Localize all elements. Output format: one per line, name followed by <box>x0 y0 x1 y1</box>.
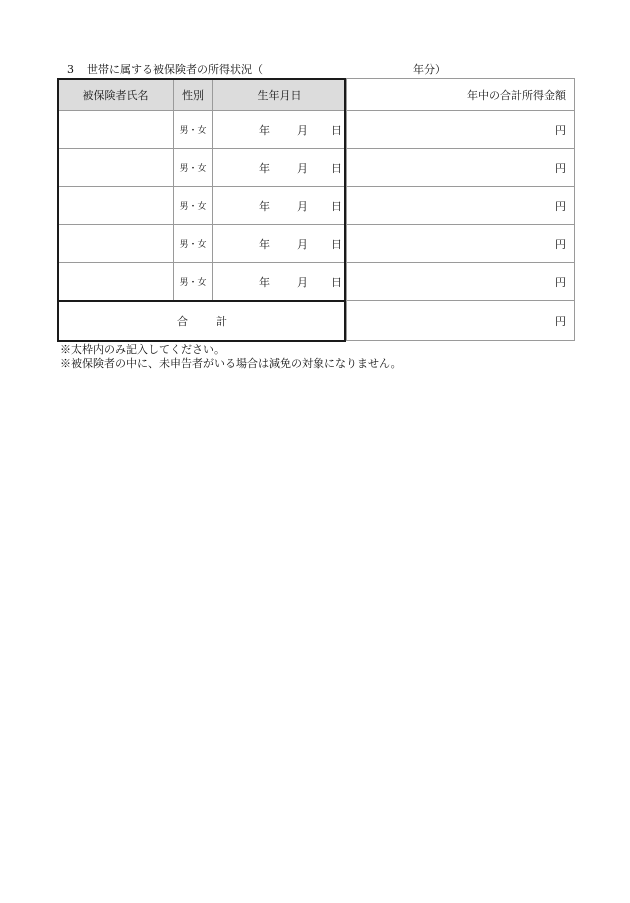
col-header-name: 被保険者氏名 <box>58 79 174 111</box>
birthdate-field[interactable] <box>213 187 347 225</box>
income-field[interactable]: 円 <box>347 149 575 187</box>
sex-selector[interactable]: 男・女 <box>174 149 213 187</box>
total-label-b: 計 <box>216 314 227 328</box>
col-header-birthdate: 生年月日 <box>213 79 347 111</box>
birthdate-field[interactable] <box>213 263 347 301</box>
year-label: 年 <box>259 123 270 137</box>
sex-selector[interactable]: 男・女 <box>174 263 213 301</box>
year-label: 年 <box>259 275 270 289</box>
total-row <box>58 301 575 341</box>
year-label: 年 <box>259 199 270 213</box>
name-field[interactable] <box>58 225 174 263</box>
col-header-sex: 性別 <box>174 79 213 111</box>
col-header-income: 年中の合計所得金額 <box>347 79 575 111</box>
name-field[interactable] <box>58 111 174 149</box>
table-row <box>58 225 575 263</box>
month-label: 月 <box>297 123 308 137</box>
total-divider <box>57 300 346 302</box>
header-row <box>58 79 575 111</box>
table-row <box>58 263 575 301</box>
year-suffix: 年分） <box>413 63 446 76</box>
table-row <box>58 111 575 149</box>
income-field[interactable]: 円 <box>347 263 575 301</box>
month-label: 月 <box>297 161 308 175</box>
table-row <box>58 149 575 187</box>
total-income-field[interactable]: 円 <box>347 301 575 341</box>
year-label: 年 <box>259 161 270 175</box>
day-label: 日 <box>331 199 342 213</box>
table-row <box>58 187 575 225</box>
section-number: 3 <box>67 63 74 76</box>
day-label: 日 <box>331 161 342 175</box>
section-title: 世帯に属する被保険者の所得状況（ <box>87 63 263 76</box>
year-label: 年 <box>259 237 270 251</box>
sex-selector[interactable]: 男・女 <box>174 187 213 225</box>
day-label: 日 <box>331 275 342 289</box>
birthdate-field[interactable] <box>213 149 347 187</box>
name-field[interactable] <box>58 149 174 187</box>
sex-selector[interactable]: 男・女 <box>174 111 213 149</box>
total-label <box>58 301 347 341</box>
name-field[interactable] <box>58 263 174 301</box>
birthdate-field[interactable] <box>213 225 347 263</box>
note-entry-instruction: ※太枠内のみ記入してください。 <box>60 343 225 356</box>
month-label: 月 <box>297 275 308 289</box>
income-field[interactable]: 円 <box>347 111 575 149</box>
sex-selector[interactable]: 男・女 <box>174 225 213 263</box>
section-heading <box>60 62 580 78</box>
day-label: 日 <box>331 123 342 137</box>
month-label: 月 <box>297 199 308 213</box>
day-label: 日 <box>331 237 342 251</box>
birthdate-field[interactable] <box>213 111 347 149</box>
note-undeclared-warning: ※被保険者の中に、未申告者がいる場合は減免の対象になりません。 <box>60 357 402 370</box>
month-label: 月 <box>297 237 308 251</box>
income-field[interactable]: 円 <box>347 225 575 263</box>
income-field[interactable]: 円 <box>347 187 575 225</box>
total-label-a: 合 <box>177 314 188 328</box>
name-field[interactable] <box>58 187 174 225</box>
